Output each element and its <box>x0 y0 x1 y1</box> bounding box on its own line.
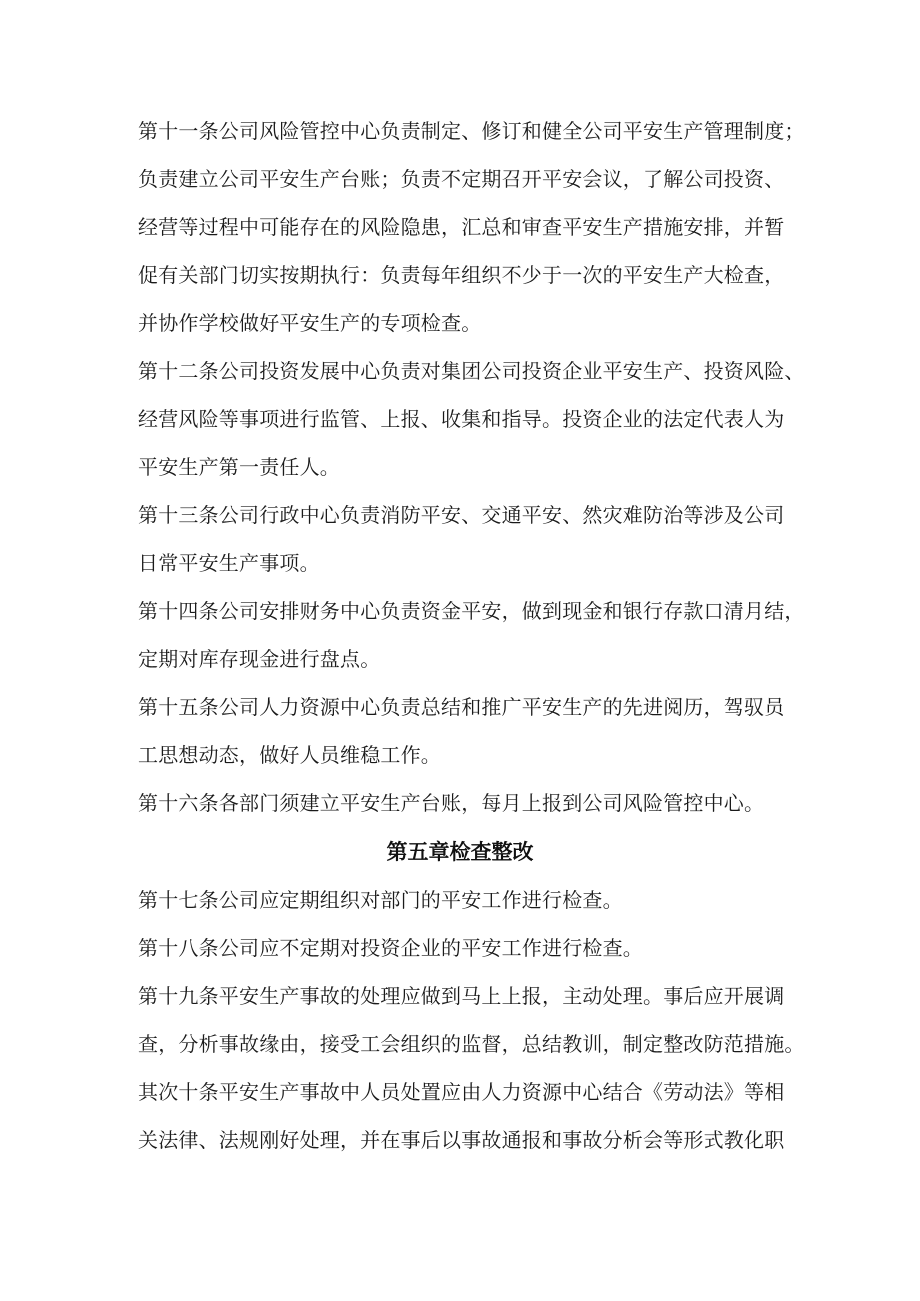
text-line: 第十五条公司人力资源中心负责总结和推广平安生产的先进阅历，驾驭员 <box>138 695 785 719</box>
chapter-heading: 第五章检查整改 <box>386 840 534 864</box>
text-line: 第十一条公司风险管控中心负责制定、修订和健全公司平安生产管理制度； <box>138 119 805 143</box>
text-line: 第十三条公司行政中心负责消防平安、交通平安、然灾难防治等涉及公司 <box>138 503 785 527</box>
text-line: 第十九条平安生产事故的处理应做到马上上报，主动处理。事后应开展调 <box>138 984 785 1008</box>
text-line: 查，分析事故缘由，接受工会组织的监督，总结教训，制定整改防范措施。 <box>138 1032 805 1056</box>
text-line: 第十四条公司安排财务中心负责资金平安，做到现金和银行存款口清月结， <box>138 599 805 623</box>
text-line: 工思想动态，做好人员维稳工作。 <box>138 743 441 767</box>
text-line: 定期对库存现金进行盘点。 <box>138 647 381 671</box>
text-line: 经营风险等事项进行监管、上报、收集和指导。投资企业的法定代表人为 <box>138 407 785 431</box>
text-line: 负责建立公司平安生产台账；负责不定期召开平安会议，了解公司投资、 <box>138 167 785 191</box>
text-line: 其次十条平安生产事故中人员处置应由人力资源中心结合《劳动法》等相 <box>138 1080 785 1104</box>
text-line: 第十七条公司应定期组织对部门的平安工作进行检查。 <box>138 888 623 912</box>
text-line: 关法律、法规刚好处理，并在事后以事故通报和事故分析会等形式教化职 <box>138 1128 785 1152</box>
text-line: 经营等过程中可能存在的风险隐患，汇总和审查平安生产措施安排，并暂 <box>138 215 785 239</box>
text-line: 并协作学校做好平安生产的专项检查。 <box>138 311 482 335</box>
text-line: 日常平安生产事项。 <box>138 551 320 575</box>
text-line: 第十八条公司应不定期对投资企业的平安工作进行检查。 <box>138 936 643 960</box>
text-line: 第十六条各部门须建立平安生产台账，每月上报到公司风险管控中心。 <box>138 791 765 815</box>
text-line: 第十二条公司投资发展中心负责对集团公司投资企业平安生产、投资风险、 <box>138 359 805 383</box>
text-line: 促有关部门切实按期执行：负责每年组织不少于一次的平安生产大检查， <box>138 263 785 287</box>
text-line: 平安生产第一责任人。 <box>138 455 340 479</box>
